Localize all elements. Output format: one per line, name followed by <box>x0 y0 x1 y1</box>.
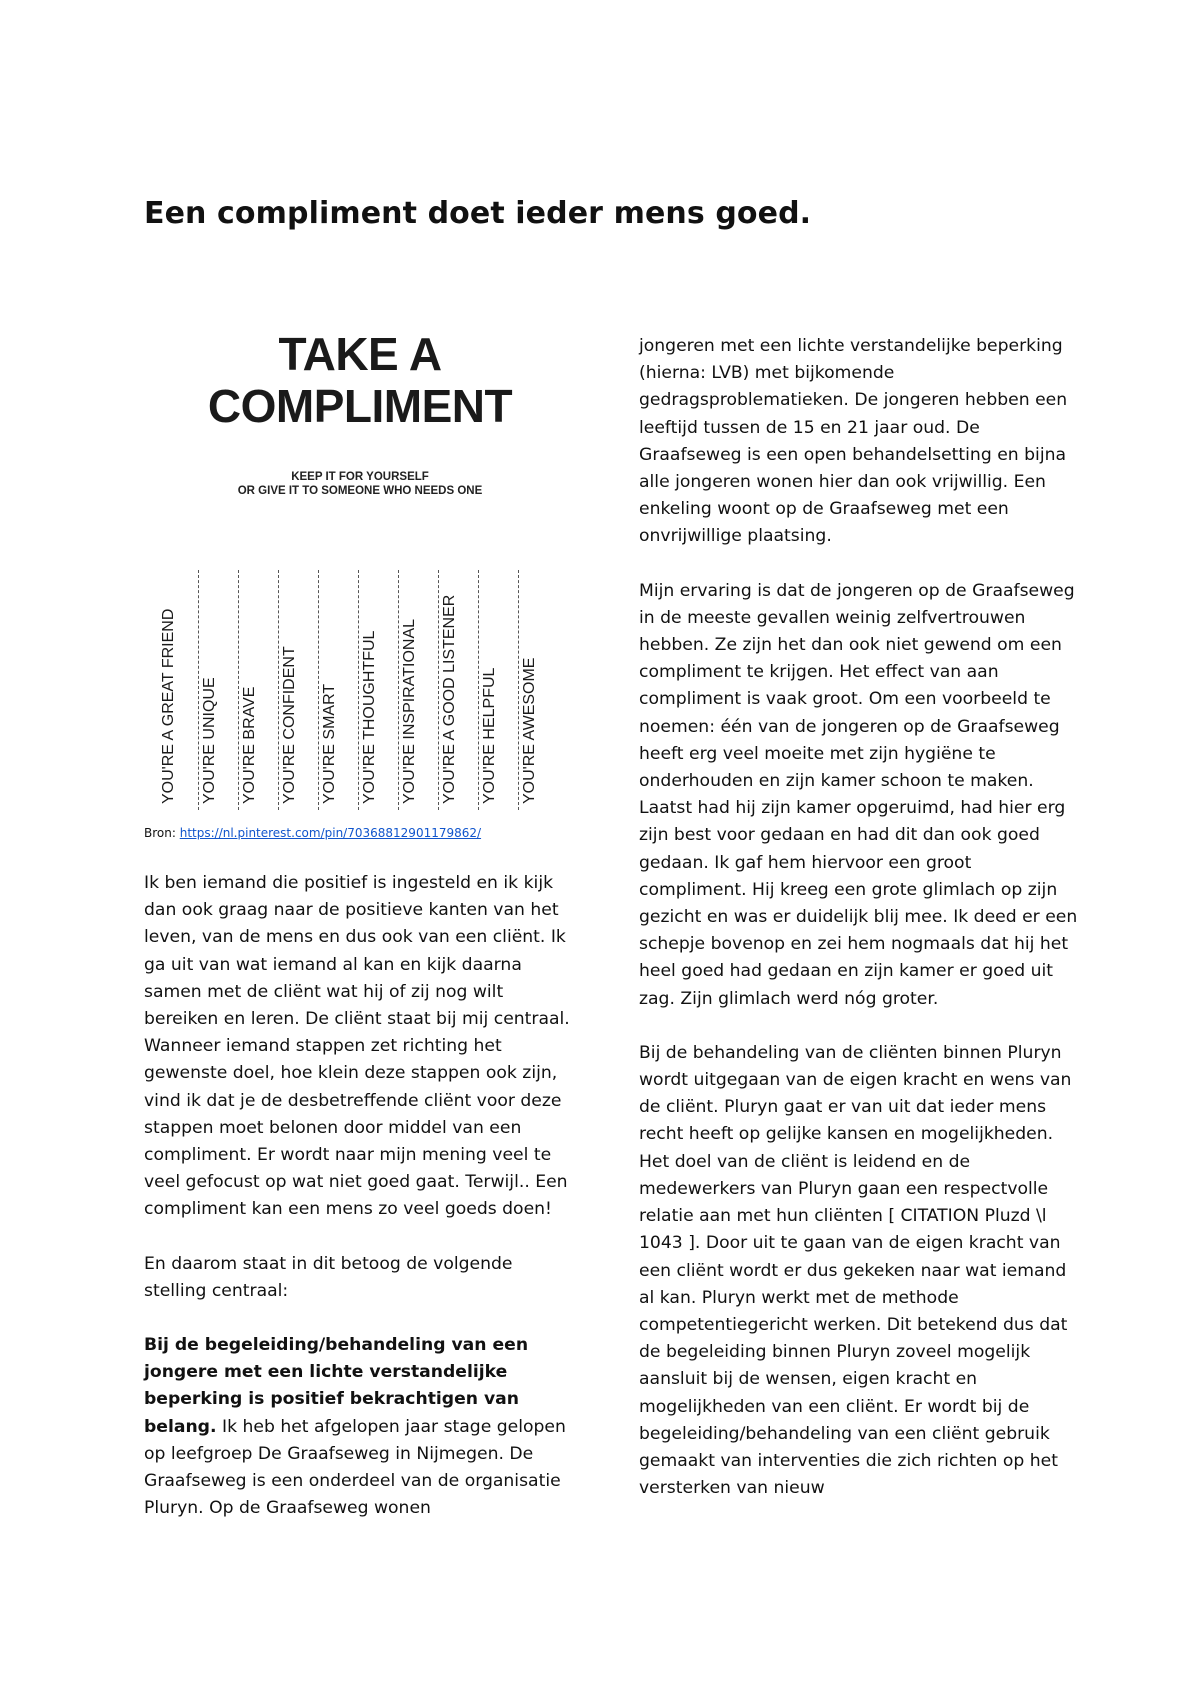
poster-tab <box>198 570 239 810</box>
page-title: Een compliment doet ieder mens goed. <box>144 196 812 231</box>
poster-tab-text: YOU'RE HELPFUL <box>481 667 498 804</box>
poster-tab-text: YOU'RE CONFIDENT <box>281 646 298 804</box>
poster-tab-text: YOU'RE THOUGHTFUL <box>361 630 378 804</box>
poster-tab-text: YOU'RE BRAVE <box>241 686 258 804</box>
take-a-compliment-poster <box>150 326 570 816</box>
poster-tab <box>238 570 279 810</box>
poster-tab-text: YOU'RE A GOOD LISTENER <box>441 594 458 804</box>
right-column <box>639 333 1079 1529</box>
image-source-caption <box>144 826 481 840</box>
paragraph: Mijn ervaring is dat de jongeren op de Graafseweg in de meeste gevallen weinig zelfvertrouwen hebben. Ze zijn het dan ook niet gewend om een compliment te krijgen. Het effect van aan compliment is vaak groot. Om een voorbeeld te noemen: één van de jongeren op de Graafseweg heeft erg veel moeite met zijn hygiëne te onderhouden en zijn kamer schoon te maken. Laatst had hij zijn kamer opgeruimd, had hier erg zijn best voor gedaan en had dit dan ook goed gedaan. Ik gaf hem hiervoor een groot compliment. Hij kreeg een grote glimlach op zijn gezicht en was er duidelijk blij mee. Ik deed er een schepje bovenop en zei hem nogmaals dat hij het heel goed had gedaan en zijn kamer er goed uit zag. Zijn glimlach werd nóg groter. <box>639 580 1078 1009</box>
thesis-statement: Bij de begeleiding/behandeling van een jongere met een lichte verstandelijke beperking is positief bekrachtigen van belang. <box>144 1335 529 1437</box>
poster-tear-off-tabs <box>158 570 568 810</box>
poster-tab-text: YOU'RE A GREAT FRIEND <box>160 608 177 804</box>
poster-tab <box>478 570 519 810</box>
poster-tab <box>158 570 198 810</box>
poster-subtitle-line-1: KEEP IT FOR YOURSELF <box>291 471 429 483</box>
poster-tab-text: YOU'RE UNIQUE <box>201 677 218 804</box>
left-column <box>144 870 574 1549</box>
poster-tab <box>358 570 399 810</box>
source-link[interactable]: https://nl.pinterest.com/pin/703688129011798​62/ <box>179 826 482 840</box>
poster-title-line-1: TAKE A <box>278 328 442 380</box>
poster-tab-text: YOU'RE SMART <box>321 683 338 804</box>
paragraph <box>144 1332 574 1522</box>
paragraph: Ik ben iemand die positief is ingesteld en ik kijk dan ook graag naar de positieve kanten van het leven, van de mens en dus ook van een cliënt. Ik ga uit van wat iemand al kan en kijk daarna samen met de cliënt wat hij of zij nog wilt bereiken en leren. De cliënt staat bij mij centraal. Wanneer iemand stappen zet richting het gewenste doel, hoe klein deze stappen ook zijn, vind ik dat je de desbetreffende cliënt voor deze stappen moet belonen door middel van een compliment. Er wordt naar mijn mening veel te veel gefocust op wat niet goed gaat. Terwijl.. Een compliment kan een mens zo veel goeds doen! <box>144 873 570 1220</box>
poster-subtitle-line-2: OR GIVE IT TO SOMEONE WHO NEEDS ONE <box>237 485 483 497</box>
poster-title-line-2: COMPLIMENT <box>207 380 513 432</box>
poster-tab <box>318 570 359 810</box>
poster-tab-text: YOU'RE INSPIRATIONAL <box>401 618 418 804</box>
poster-tab <box>518 570 559 810</box>
poster-tab <box>278 570 319 810</box>
paragraph: En daarom staat in dit betoog de volgende stelling centraal: <box>144 1253 513 1301</box>
poster-tab <box>438 570 479 810</box>
paragraph-text: Ik heb het afgelopen jaar stage gelopen op leefgroep De Graafseweg in Nijmegen. De Graafseweg is een onderdeel van de organisatie Pluryn. Op de Graafseweg wonen <box>144 1416 566 1519</box>
paragraph: Bij de behandeling van de cliënten binnen Pluryn wordt uitgegaan van de eigen kracht en wens van de cliënt. Pluryn gaat er van uit dat ieder mens recht heeft op gelijke kansen en mogelijkheden. Het doel van de cliënt is leidend en de medewerkers van Pluryn gaan een respectvolle relatie aan met hun cliënten [ CITATION Pluzd \l 1043 ]. Door uit te gaan van de eigen kracht van een cliënt wordt er dus gekeken naar wat iemand al kan. Pluryn werkt met de methode competentiegericht werken. Dit betekend dus dat de begeleiding binnen Pluryn zoveel mogelijk aansluit bij de wensen, eigen kracht en mogelijkheden van een cliënt. Er wordt bij de begeleiding/behandeling van een cliënt gebruik gemaakt van interventies die zich richten op het versterken van nieuw <box>639 1042 1072 1499</box>
paragraph: jongeren met een lichte verstandelijke beperking (hierna: LVB) met bijkomende gedragsproblematieken. De jongeren hebben een leeftijd tussen de 15 en 21 jaar oud. De Graafseweg is een open behandelsetting en bijna alle jongeren wonen hier dan ook vrijwillig. Een enkeling woont op de Graafseweg met een onvrijwillige plaatsing. <box>639 336 1068 547</box>
poster-tab <box>398 570 439 810</box>
source-label: Bron: <box>144 826 180 840</box>
poster-tab-text: YOU'RE AWESOME <box>521 657 538 804</box>
